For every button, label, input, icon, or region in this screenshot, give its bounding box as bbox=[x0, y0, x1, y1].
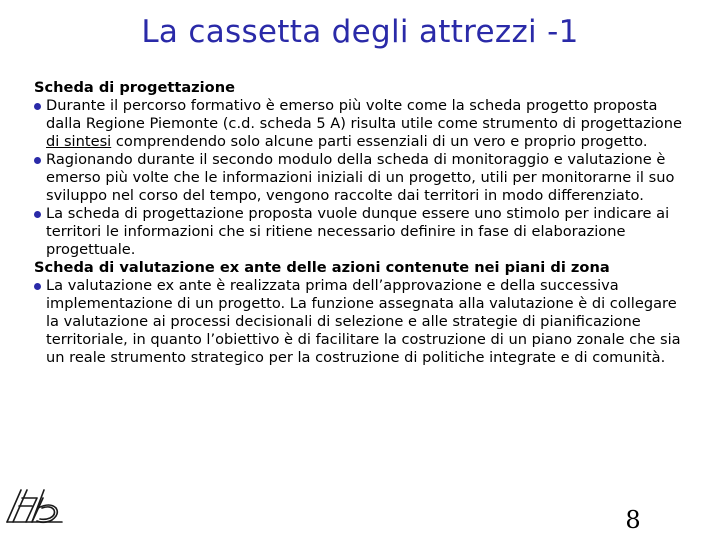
bullet-text: Durante il percorso formativo è emerso più volte come la scheda progetto proposta dalla Regione Piemonte (c.d. scheda 5 A) risulta utile come strumento di progettazione bbox=[46, 97, 682, 132]
page-number: 8 bbox=[625, 506, 641, 534]
slide-title: La cassetta degli attrezzi -1 bbox=[141, 14, 579, 50]
bullet-item bbox=[34, 97, 694, 151]
bullet-item bbox=[34, 205, 694, 259]
bullet-dot-icon bbox=[34, 211, 41, 218]
bullet-text: La valutazione ex ante è realizzata prima dell’approvazione e della successiva implementazione di un progetto. La funzione assegnata alla valutazione è di collegare la valutazione ai processi decisionali di selezione e alle strategie di pianificazione territoriale, in quanto l’obiettivo è di facilitare la costruzione di un piano zonale che sia un reale strumento strategico per la costruzione di politiche integrate e di comunità. bbox=[46, 277, 681, 366]
bullet-dot-icon bbox=[34, 283, 41, 290]
bullet-item bbox=[34, 151, 694, 205]
slide-body bbox=[34, 79, 694, 367]
underlined-text: di sintesi bbox=[46, 133, 112, 150]
section-heading-progettazione: Scheda di progettazione bbox=[34, 79, 235, 96]
bullet-item bbox=[34, 277, 694, 367]
section-heading-valutazione: Scheda di valutazione ex ante delle azioni contenute nei piani di zona bbox=[34, 259, 610, 276]
bullet-text: La scheda di progettazione proposta vuole dunque essere uno stimolo per indicare ai territori le informazioni che si ritiene necessario definire in fase di elaborazione progettuale. bbox=[46, 205, 670, 258]
bullet-dot-icon bbox=[34, 103, 41, 110]
bullet-text: comprendendo solo alcune parti essenziali di un vero e proprio progetto. bbox=[111, 133, 648, 150]
bullet-dot-icon bbox=[34, 157, 41, 164]
organization-logo bbox=[4, 484, 66, 530]
bullet-text: Ragionando durante il secondo modulo della scheda di monitoraggio e valutazione è emerso più volte che le informazioni iniziali di un progetto, utili per monitorarne il suo sviluppo nel corso del tempo, vengono raccolte dai territori in modo differenziato. bbox=[46, 151, 675, 204]
